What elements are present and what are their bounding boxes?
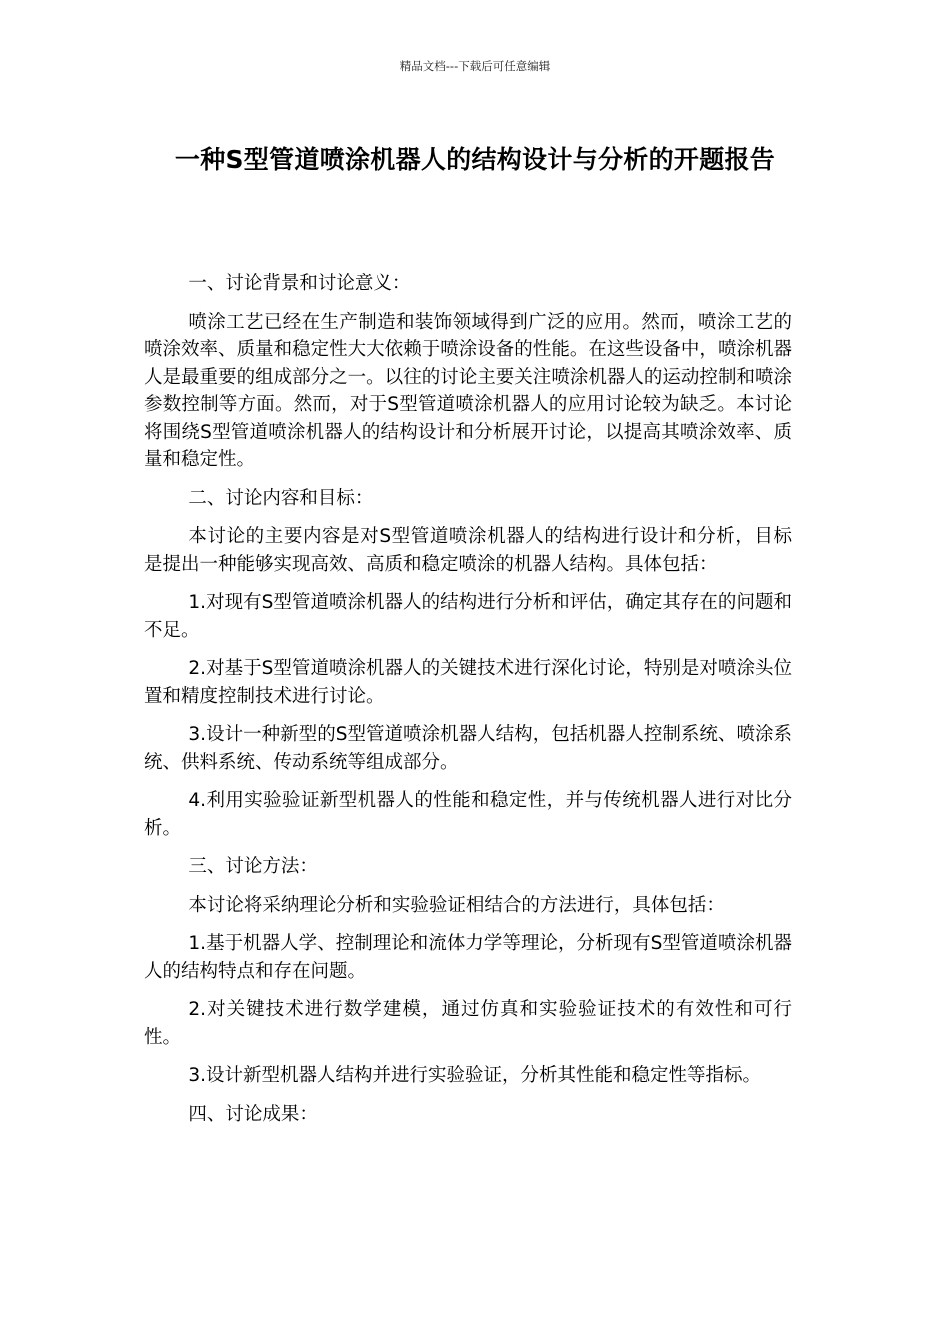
paragraph-background: 喷涂工艺已经在生产制造和装饰领域得到广泛的应用。然而，喷涂工艺的喷涂效率、质量和稳定性大大依赖于喷涂设备的性能。在这些设备中，喷涂机器人是最重要的组成部分之一。以往的讨论主要关注喷涂机器人的运动控制和喷涂参数控制等方面。然而，对于S型管道喷涂机器人的应用讨论较为缺乏。本讨论将围绕S型管道喷涂机器人的结构设计和分析展开讨论，以提高其喷涂效率、质量和稳定性。	[144, 311, 792, 470]
section-heading-methods: 三、讨论方法：	[188, 856, 318, 877]
section-heading-background: 一、讨论背景和讨论意义：	[188, 273, 411, 294]
paragraph-methods: 本讨论将采纳理论分析和实验验证相结合的方法进行，具体包括：	[188, 894, 725, 916]
list-item-goal-2: 2.对基于S型管道喷涂机器人的关键技术进行深化讨论，特别是对喷涂头位置和精度控制技术进行讨论。	[144, 658, 792, 707]
document-title: 一种S型管道喷涂机器人的结构设计与分析的开题报告	[174, 145, 776, 174]
section-heading-content-goals: 二、讨论内容和目标：	[188, 487, 374, 509]
list-item-goal-4: 4.利用实验验证新型机器人的性能和稳定性，并与传统机器人进行对比分析。	[144, 790, 792, 839]
paragraph-content-goals: 本讨论的主要内容是对S型管道喷涂机器人的结构进行设计和分析，目标是提出一种能够实现高效、高质和稳定喷涂的机器人结构。具体包括：	[144, 526, 792, 575]
page-header-note: 精品文档---下载后可任意编辑	[399, 59, 551, 73]
document-body	[144, 270, 792, 1139]
list-item-method-2: 2.对关键技术进行数学建模，通过仿真和实验验证技术的有效性和可行性。	[144, 999, 792, 1048]
section-heading-results: 四、讨论成果：	[188, 1103, 318, 1125]
list-item-goal-1: 1.对现有S型管道喷涂机器人的结构进行分析和评估，确定其存在的问题和不足。	[144, 592, 792, 641]
list-item-goal-3: 3.设计一种新型的S型管道喷涂机器人结构，包括机器人控制系统、喷涂系统、供料系统、传动系统等组成部分。	[144, 724, 792, 773]
list-item-method-3: 3.设计新型机器人结构并进行实验验证，分析其性能和稳定性等指标。	[188, 1065, 762, 1086]
list-item-method-1: 1.基于机器人学、控制理论和流体力学等理论，分析现有S型管道喷涂机器人的结构特点和存在问题。	[144, 933, 792, 982]
